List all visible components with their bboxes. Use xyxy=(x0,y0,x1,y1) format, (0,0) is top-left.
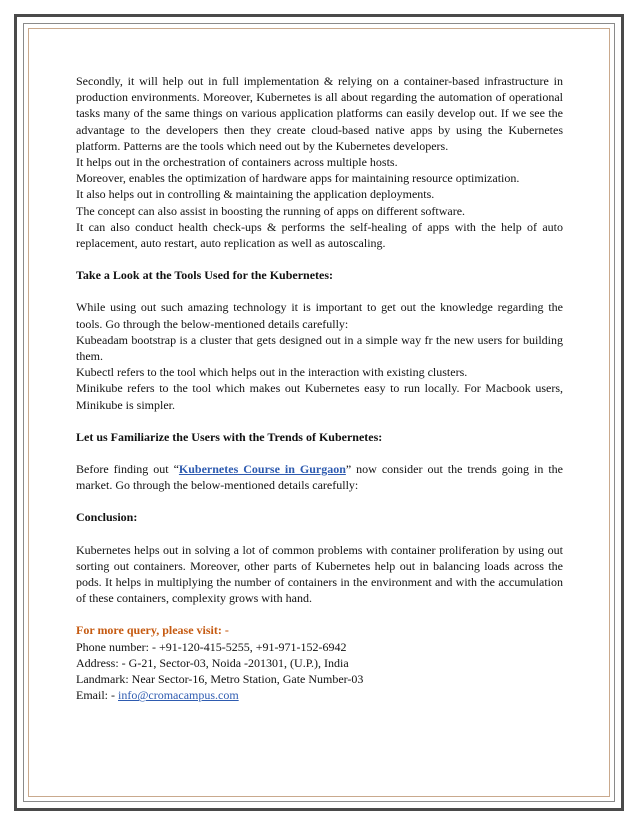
benefit-line-4: The concept can also assist in boosting the running of apps on different software. xyxy=(76,203,466,218)
spacer xyxy=(76,493,563,509)
contact-address: Address: - G-21, Sector-03, Noida -201301, (U.P.), India xyxy=(76,655,349,670)
contact-email-label: Email: - xyxy=(76,688,118,703)
trends-heading: Let us Familiarize the Users with the Trends of Kubernetes: xyxy=(76,429,383,444)
contact-email-line xyxy=(76,687,563,703)
tools-intro: While using out such amazing technology it is important to get out the knowledge regarding the tools. Go through the below-mentioned details carefully: xyxy=(76,300,563,331)
spacer xyxy=(76,251,563,267)
spacer xyxy=(76,413,563,429)
contact-heading: For more query, please visit: - xyxy=(76,623,229,638)
contact-landmark: Landmark: Near Sector-16, Metro Station, Gate Number-03 xyxy=(76,672,364,687)
contact-phone: Phone number: - +91-120-415-5255, +91-971-152-6942 xyxy=(76,639,347,654)
conclusion-heading: Conclusion: xyxy=(76,510,138,525)
benefit-line-1: It helps out in the orchestration of containers across multiple hosts. xyxy=(76,155,398,170)
spacer xyxy=(76,606,563,622)
spacer xyxy=(76,526,563,542)
spacer xyxy=(76,283,563,299)
spacer xyxy=(76,445,563,461)
benefit-line-5: It can also conduct health check-ups & performs the self-healing of apps with the help of auto replacement, auto restart, auto replication as well as autoscaling. xyxy=(76,219,563,251)
intro-paragraph: Secondly, it will help out in full implementation & relying on a container-based infrastructure in production environments. Moreover, Kubernetes is all about regarding the automation of operational tasks many of the same things on various application platforms can easily develop out. If we see the advantage to the developers then they create cloud-based native apps by using the Kubernetes platform. Patterns are the tools which need out by the Kubernetes developers. xyxy=(76,74,563,153)
course-link[interactable]: Kubernetes Course in Gurgaon xyxy=(178,462,346,477)
trends-text-after: ” now consider out the trends going in the market. Go through the below-mentioned details carefully: xyxy=(76,462,563,493)
tools-heading: Take a Look at the Tools Used for the Kubernetes: xyxy=(76,268,334,283)
trends-paragraph xyxy=(76,461,563,493)
conclusion-paragraph: Kubernetes helps out in solving a lot of common problems with container proliferation by using out sorting out containers. Moreover, other parts of Kubernetes help out in balancing loads across the pods. It helps in multiplying the number of containers in the environment and with the accumulation of these containers, complexity grows with hand. xyxy=(76,542,563,606)
tool-minikube: Minikube refers to the tool which makes out Kubernetes easy to run locally. For Macbook users, Minikube is simpler. xyxy=(76,381,563,412)
email-link[interactable]: info@cromacampus.com xyxy=(118,688,239,703)
tool-kubectl: Kubectl refers to the tool which helps out in the interaction with existing clusters. xyxy=(76,365,468,380)
trends-text-before: Before finding out “ xyxy=(76,462,179,477)
document-body xyxy=(76,73,563,704)
benefit-line-2: Moreover, enables the optimization of hardware apps for maintaining resource optimization. xyxy=(76,171,520,186)
benefit-line-3: It also helps out in controlling & maintaining the application deployments. xyxy=(76,187,435,202)
tool-kubeadm: Kubeadam bootstrap is a cluster that gets designed out in a simple way fr the new users for building them. xyxy=(76,332,563,364)
